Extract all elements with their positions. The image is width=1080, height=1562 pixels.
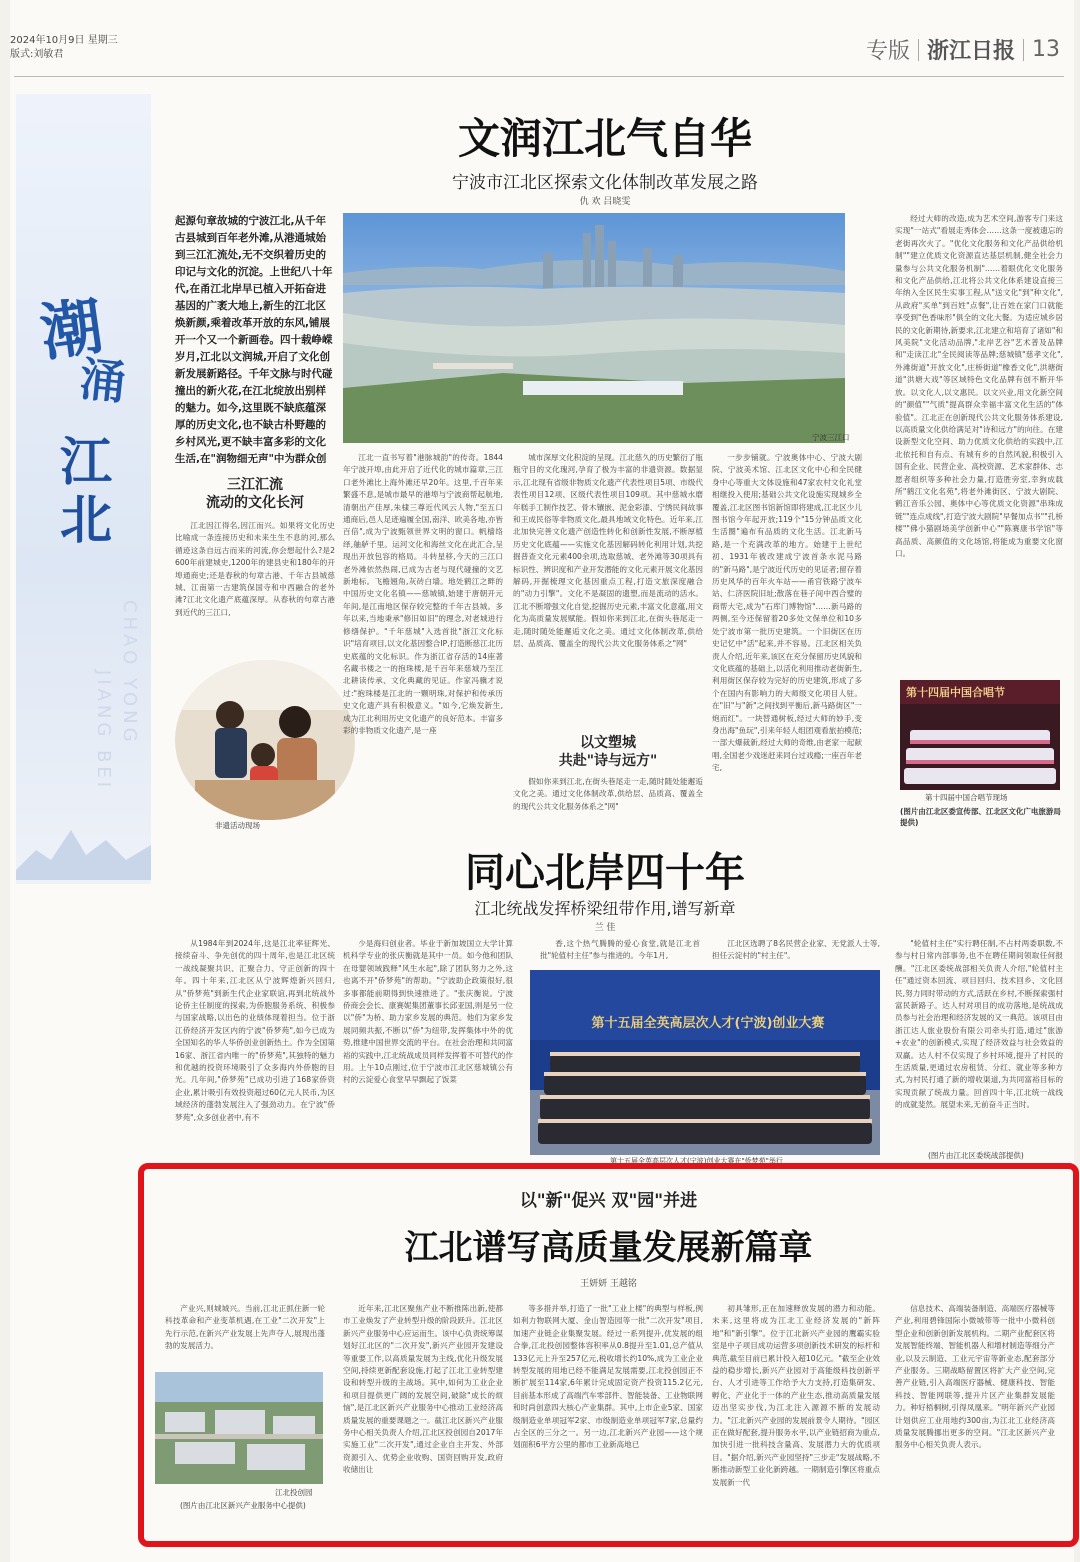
- article3-kicker: 以"新"促兴 双"园"并进: [519, 1191, 698, 1211]
- page-meta: [10, 34, 118, 62]
- layout-editor: 版式:刘敏君: [10, 49, 64, 60]
- article1-column-1: [175, 520, 335, 652]
- paragraph: 从1984年到2024年,这是江北率征辉光、接续奋斗、争先创优的四十周年,也是江北区统一战线凝聚共识、汇聚合力、守正创新的四十年。四十年来,江北区从宁波辉煌新兴回归,从"侨梦苑"到新生代企业家联谊,再到北统战外论侨主任制度的探索,为侨胞服务系统、积极参与国家战略,以出色的业绩体现着担当。位于浙江侨经济开发区内的宁波"侨梦苑",如今已成为全国知名的华人华侨创业创新热土。作为全国第16家、浙江省内唯一的"侨梦苑",其独特的魅力和优越的投资环境吸引了众多海内外侨胞的目光。几年间,"侨梦苑"已成功引进了168家侨资企业,累计吸引有效投资超过60亿元人民币,为区域经济的蓬勃发展注入了强劲动力。在宁波"侨梦苑",众多创业者中,有不: [175, 939, 335, 1122]
- article3-column-3: [513, 1303, 703, 1527]
- paragraph: 初具雏形,正在加速释放发展的潜力和动能。未来,这里将成为江北工业经济发展的"新阵地"和"新引擎"。位于江北新兴产业园的鹰霸实验室是中子项目成功运营多项创新技术研发的标杆和典范,截至目前已累计投入超10亿元。"截至企业效益的稳步增长,新兴产业园对于高能级科技创新平台、人才引进等工作给予大力支持,打造集研发、孵化、产业化于一体的产业生态,推动高质量发展迈出坚实步伐,为江北注入源源不断的发展动力。"江北新兴产业园的发展前景令人期待。"园区正在做好配套,提升服务水平,以产业链招商为重点,加快引进一批科技含量高、发展潜力大的优质项目。"据介绍,新兴产业园坚持"三步走"发展战略,不断推动新型工业化新跨越。一期制造引擎区将重点发展新一代: [712, 1304, 880, 1487]
- article1-column-4: [712, 452, 862, 824]
- photo-heritage-activity: [175, 660, 355, 820]
- banner-char-3: 江: [60, 433, 113, 493]
- article2-column-4: [712, 938, 880, 964]
- divider: [918, 39, 919, 61]
- banner-char-1: 潮: [35, 288, 108, 370]
- credit-article3: (图片由江北区新兴产业服务中心提供): [180, 1501, 306, 1510]
- article2-subtitle: 江北统战发挥桥梁纽带作用,谱写新章: [474, 899, 736, 918]
- paragraph: 城市深厚文化积淀的呈现。江北慈久的历史繁衍了瓶瓶守目的文化瑰河,孕育了极为丰富的非遗资源。数据显示,江北现有省级非物质文化遗产代表性项目5项、市级代表性项目12项、区级代表性项目109项。其中慈城水磨年糕手工制作技艺、骨木镶嵌、泥金彩漆、宁绣民间故事和王成民俗等非物质文化,最具地域文化特色。近年来,江北加快完善文化遗产创造性转化和创新性发展,不断厚植历史文化底蕴——实施文化基因解码转化利用计划,共挖掘普查文化元素400余项,选取慈城、老外滩等30项具有标识性、辨识度和产业开发潜能的文化元素开展文化基因解码,开掘梳理文化基因重点工程,打造文旅深度融合的"动力引擎"。文化不是凝固的遗塑,而是流动的活水。江北不断增强文化自觉,挖掘历史元素,丰富文化意蕴,用文化为高质量发展赋能。假如你来到江北,在街头巷尾走一走,随时随处能邂逅文化之美。通过文化体制改革,供给层、品质高、覆盖全的现代公共文化服务体系之"网": [513, 453, 703, 649]
- banner-skyline-graphic: [16, 760, 151, 880]
- article2-column-2: [343, 938, 513, 1160]
- credit-article2: (图片由江北区委统战部提供): [928, 1151, 1024, 1160]
- article1-title: 文润江北气自华: [457, 114, 752, 163]
- article2-title: 同心北岸四十年: [465, 849, 745, 896]
- paragraph: 香,这个热气腾腾的爱心食堂,就是江北首批"轮值村主任"参与推进的。今年1月,: [540, 939, 700, 961]
- article3-column-5: [895, 1303, 1055, 1527]
- divider: [1023, 39, 1024, 61]
- banner-char-4: 北: [60, 491, 113, 551]
- photo-sanjiangkou: [343, 213, 845, 443]
- photo-investment-park: [155, 1372, 323, 1484]
- choir-banner-text: 第十四届中国合唱节: [906, 686, 1005, 699]
- header-rule: [14, 76, 1064, 77]
- paragraph: 一步步铺就。宁波奥体中心、宁波大剧院、宁波美术馆、江北区文化中心和全民健身中心等重大文体设施和47家农村文化礼堂相继投入使用;基础公共文化设施实现城乡全覆盖,江北区图书馆新馆即将建成,江北区少儿图书馆今年起开放;119个"15分钟品质文化生活圈"遍布有品质的文化生活。江北新马路,是一个充满改革的地方。始建于上世纪初、1931年被改建成宁波首条水泥马路的"新马路",是宁波近代历史的见证者;留存着历史风华的百年火车站——甬官铁路宁波车站、仁济医院旧址;散落在巷子间中西合璧的商帮大宅,成为"石库门博物馆"……新马路的两侧,至今还保留着20多处文保单位和10多处宁波市第一批历史建筑。一个旧街区在历史记忆中"活"起来,并不容易。江北区相关负责人介绍,近年来,该区在充分保留历史风貌和文化底蕴的基础上,以活化利用推动老街新生,利用街区保存较为完好的历史建筑,形成了多个在国内有影响力的大师级文化项目人驻。在"旧"与"新"之间找到平衡后,新马路街区"一炮而红"。一块替通树板,经过大师的妙手,变身出海"鱼玩",引来年轻人组团观看旅拍模范;一部大爆裁新,经过大师的奇维,由老家一起献唱,全国老少戏迷赶来同台过戏瘾;一座百年老宅,: [712, 453, 862, 773]
- article1-subtitle: 宁波市江北区探索文化体制改革发展之路: [452, 173, 758, 193]
- article1-column-2: [343, 452, 503, 824]
- caption-contest: 第十五届全英高层次人才(宁波)创业大赛在"侨梦苑"举行: [610, 1157, 783, 1165]
- paragraph: 经过大师的改造,成为艺术空间,游客专门来这实现"一站式"看展走秀体会……这条一度被遗忘的老街再次火了。"优化文化服务和文化产品供给机制""建立优质文化资源直达基层机制,健全社会力量参与公共文化服务机制"……着眼优化文化服务和文化产品供给,江北将公共文化体系建设直接三年纳入全区民生实事工程,从"送文化"到"种文化",从政府"买单"到百姓"点餐",让百姓在家门口就能享受到"色香味形"俱全的文化大餐。为适应城乡居民的文化新期待,新要求,江北建立和培育了诸如"和风美院"文化活动品牌,"北岸艺谷"艺术普及品牌和"走读江北"全民阅读等品牌;慈城镇"慈孝文化",外滩街道"开放文化",庄桥街道"橡香文化",洪塘街道"洪塘大戏"等区域特色文化品牌有创不断开华放。以文化人,以文惠民。以文兴业,用文化新空间的"颜值""气质"提高群众幸福丰富文化生活的"体验值"。江北正在创新现代公共文化服务体系建设,以高质量文化供给满足对"诗和远方"的向往。在建设新型文化空间、助力优质文化供给的实践中,江北依托和自有点、有城有乡的自然风貌,积极引入国有企业、民营企业、高校资源、艺术家群体、志愿者组织等多种社会力量,打造胜旁室,幸狗成载所"鹤江文化名苑",将老外滩街区、宁波大剧院、鹤江音乐公园、奥体中心等优质文化资源"串珠成链""连点成线",打造宁波大剧院"早餐加点书""孔桥楼""佛小猫剧场美学创新中心""陈赛康书学馆"等高品质、高颜值的文化场馆,将能成为重要文化窗口。: [895, 214, 1063, 558]
- paragraph: 江北一直书写着"港脉城韵"的传奇。1844年宁波开埠,由此开启了近代化的城市篇章,三江口老外滩比上海外滩还早20年。这里,千百年来繁盛不息,是城市最早的港埠与宁波商帮起航地,清朝出产佳厚,朱棣三尊近代风云人物,"至五口通商后,邑人足迹遍履全国,南洋、欧美各地,亦皆百倍",成为宁波甄领世界文明的窗口。帆樯络绎,舳舻千里。运河文化和海丝文化在此汇合,呈现出开放包容的格局。斗转星移,今天的三江口老外滩依然热闹,已成为古老与现代碰撞的文艺新地标。飞檐翘角,灰砖白墙。地处鹤江之畔的中国历史文化名镇——慈城镇,始建于唐朝开元年间,是江南地区保存较完整的千年古县城。多年以来,当地秉承"修旧如旧"的理念,对老城进行修缮保护。"千年慈城"入选首批"浙江文化标识"培育项目,以文化基因整合IP,打造断慈江北历史底蕴的文化标识。作为浙江省存活的14座著名藏书楼之一的抱珠楼,是千百年来慈城乃至江北耕读传承、文化典藏的见证。作家冯骥才说过:"抱珠楼是江北的一颗明珠,对保护和传承历史文化遗产具有积极意义。"如今,它焕发新生,成为江北利用历史文化遗产的良好范本。丰富多彩的非物质文化遗产,是一座: [343, 453, 503, 735]
- article2-column-1: [175, 938, 335, 1160]
- article1-section-heading-2: 以文塑城 共赴"诗与远方": [558, 735, 658, 769]
- article1-column-3b: [513, 776, 703, 824]
- paragraph: 近年来,江北区聚焦产业不断推陈出新,使都市工业焕发了产业转型升级的阶段跃升。江北区新兴产业服务中心应运而生。该中心负责统筹谋划好江北区的"二次开发",新兴产业园开发建设等重要工作,以高质量发展为主线,优化升级发展空间,持续更新配套设施,打起了江北工业转型建设和转型升级的主战场。其中,如何为工业企业和项目提供更广阔的发展空间,破除"成长的烦恼",是江北区新兴产业服务中心推动工业经济高质量发展的重要课题之一。截江北区新兴产业服务中心相关负责人介绍,江北区投创园自2017年实施工业"二次开发",通过企业自主开发、外部资源引入、优势企业收购、国资回购开发,政府收储出让: [343, 1304, 503, 1475]
- paragraph: 少是海归创业者。毕业于新加坡国立大学计算机科学专业的张庆衡就是其中一员。如今他和团队在母婴领域践释"风生水起",除了团队努力之外,这也离不开"侨梦苑"的帮助。"宁波助企政策很好,很多事都能前期得到快速推进了。"张庆衡说。宁波侨商会会长、康赛妮集团董事长邱亚国,则是另一位以"侨"为桥、助力家乡发展的典范。他们为家乡发展同频共振,不断以"侨"为纽带,发挥集体中外的优势,推建中国世界交流的平台。在社会治理和共同富裕的实践中,江北统战成员同样发挥着不可替代的作用。上午10点刚过,位于宁波市江北区慈城镇公有村的云淀爱心食堂早早飘起了饭菜: [343, 939, 513, 1085]
- article3-column-1: [165, 1303, 325, 1365]
- article2-column-5: [895, 938, 1063, 1148]
- caption-investment-park: 江北投创园: [275, 1488, 313, 1497]
- banner-english-1: CHAO YONG: [119, 600, 140, 746]
- article3-title: 江北谱写高质量发展新篇章: [404, 1228, 813, 1268]
- article1-section-heading-1: 三江汇流 流动的文化长河: [206, 477, 304, 511]
- article1-column-3a: [513, 452, 703, 722]
- banner-english-2: JIANG BEI: [93, 670, 114, 792]
- article3-byline: 王妍妍 王越铭: [580, 1279, 637, 1289]
- paragraph: 产业兴,则城城兴。当前,江北正抓住新一轮科技革命和产业变革机遇,在工业"二次开发"上先行示范,在新兴产业发展上先声夺人,展现出蓬勃的发展活力。: [165, 1304, 325, 1351]
- paragraph: 假如你来到江北,在街头巷尾走一走,随时随处能邂逅文化之美。通过文化体制改革,供给层、品质高、覆盖全的现代公共文化服务体系之"网": [513, 777, 703, 811]
- credit-article1: (图片由江北区委宣传部、江北区文化广电旅游局提供): [900, 807, 1061, 827]
- paragraph: 江北区选聘了8名民营企业家、无党派人士等,担任云淀村的"村主任"。: [712, 939, 880, 961]
- article2-column-3: [540, 938, 700, 964]
- photo-talent-contest: [530, 970, 880, 1155]
- section-name: 专版: [865, 39, 910, 64]
- article1-byline: 仇 欢 吕晓雯: [579, 197, 631, 207]
- paragraph: "轮值村主任"实行聘任制,不占村两委职数,不参与村日常内部事务,也不在聘任期间领取任何报酬。"江北区委统战部相关负责人介绍,"轮值村主任"通过资本回流、项目回归、技术回乡、文化回民,努力同时带动的方式,活跃在乡村,不断探索强村富民新路子。达人村对项目的成功落地,是统战成员参与社会治理和经济发展的又一典范。该项目由浙江达人旅业股份有限公司牵头打造,通过"旅游+农业"的创新模式,实现了经济效益与社会效益的双赢。达人村不仅实现了乡村环境,提升了村民的生活质量,更通过农房租赁、分红、就业等多种方式,为村民打通了新的增收渠道,为共同富裕目标的实现贡献了统战力量。回首四十年,江北统一战线的成就斐然。展望未来,无前奋斗正当时。: [895, 939, 1063, 1110]
- masthead: [866, 34, 1060, 65]
- paper-name: 浙江日报: [926, 38, 1015, 64]
- article3-column-4: [712, 1303, 880, 1527]
- caption-sanjiangkou: 宁波三江口: [812, 433, 850, 442]
- paragraph: 信息技术、高端装备制造、高端医疗器械等产业,利用碧锋国际小微城带等一批中小微科创型企业和创新创新发展机构。二期产业配套区将发展智能终端、智能机器人和增材制造等细分产业,以及云制造、工业元宇宙等新业态,配套部分产业服务。三期战略留置区将扩大产业空间,完善产业链,引入高端医疗器械、健康科技、智能科技、智能网联等,提升片区产业集群发展能力。种好梧桐树,引得凤凰来。"明年新兴产业园计划供应工业用地约300亩,为江北工业经济高质量发展腾挪出更多的空间。"江北区新兴产业服务中心相关负责人表示。: [895, 1304, 1055, 1450]
- article2-byline: 兰 佳: [594, 923, 616, 933]
- caption-heritage: 非遗活动现场: [215, 821, 260, 830]
- page-number: 13: [1032, 37, 1060, 62]
- banner-char-2: 涌: [76, 351, 129, 411]
- caption-choir: 第十四届中国合唱节现场: [925, 793, 1008, 802]
- article1-lead: 起源句章故城的宁波江北,从千年古县城到百年老外滩,从港通城始到三江汇流处,无不交织着历史的印记与文化的沉淀。上世纪八十年代,在甬江北岸早已植入开拓奋进基因的广袤大地上,新生的江北区焕新颜,乘着改革开放的东风,铺展开一个又一个新画卷。四十载峥嵘岁月,江北以文润城,开启了文化创新发展新路径。千年文脉与时代碰撞出的新火花,在江北绽放出别样的魅力。如今,这里既不缺底蕴深厚的历史文化,也不缺古朴野趣的乡村风光,更不缺丰富多彩的文化生活,在"润物细无声"中为群众创: [175, 215, 333, 463]
- article3-column-2: [343, 1303, 503, 1527]
- contest-banner-text: 第十五届全英高层次人才(宁波)创业大赛: [591, 1016, 825, 1031]
- paragraph: 等多措并举,打造了一批"工业上楼"的典型与样板,例如利力物联网大厦、金山智造园等一批"二次开发"项目,加速产业链企业集聚发展。经过一系列提升,优发展的组合拳,江北投创园整体容积率从0.8提升至1.01,总产值从133亿元上升至257亿元,税收增长约10%,成为工业企业转型发展的用地已经不能满足发展需要,江北投创园正不断扩展至114家,6年累计完成固定资产投资115.2亿元,目前基本形成了高端汽车零部件、智能装备、工业物联网和时尚创意四大核心产业集群。其中,上市企业5家、国家级制造业单项冠军2家、市级制造业单项冠军7家,总量约占全区的三分之一。另一边,江北新兴产业园——这个规划面积6平方公里的都市工业新高地已: [513, 1304, 703, 1450]
- issue-date: 2024年10月9日 星期三: [10, 35, 118, 46]
- paragraph: 江北因江得名,因江而兴。如果将文化历史比喻成一条连接历史和未来生生不息的河,那么循迹这条自远古而来的河流,你会想起什么?是2600年前建城史,1200年的建县史和180年的开埠通商史;还是春秋的句章古港、千年古县城慈城、江南第一古建筑保国寺和中西融合的老外滩?江北文化遗产底蕴深厚。从春秋的句章古港到近代的三江口,: [175, 521, 335, 617]
- article1-column-5: [895, 213, 1063, 669]
